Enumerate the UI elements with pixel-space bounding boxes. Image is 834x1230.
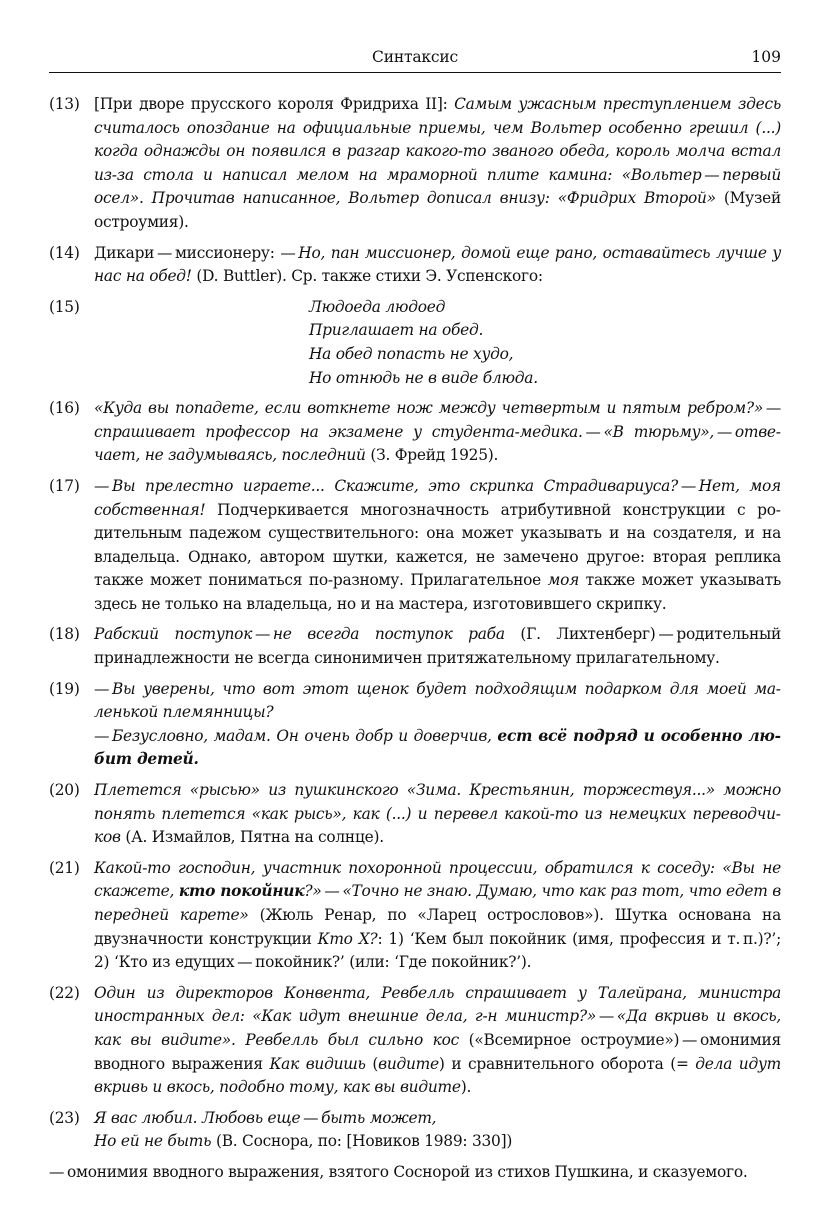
example-item <box>49 623 781 670</box>
example-item <box>49 475 781 617</box>
example-paragraph <box>94 779 781 850</box>
example-number: (16) <box>49 399 80 418</box>
example-paragraph <box>94 93 781 235</box>
example-number: (21) <box>49 858 80 877</box>
emphasized-text: кто покойник <box>178 882 305 901</box>
poem-line: На обед попасть не худо, <box>309 344 514 363</box>
italic-text: Кто X? <box>317 929 378 948</box>
italic-text: — Вы прелестно играете... Скажите, это скрипка Страдивариуса? — Нет, моя собственная! <box>94 476 781 519</box>
verse-line <box>94 1107 781 1131</box>
example-number: (23) <box>49 1108 80 1127</box>
example-paragraph <box>94 982 781 1100</box>
example-number: (22) <box>49 983 80 1002</box>
example-paragraph <box>94 397 781 468</box>
italic-text: — Вы уверены, что вот этот щенок будет подходящим подарком для моей маленькой племянницы? <box>94 679 781 722</box>
chapter-title: Синтаксис <box>372 48 458 66</box>
example-paragraph <box>94 857 781 975</box>
example-paragraph <box>94 242 781 289</box>
example-number: (15) <box>49 297 80 316</box>
text-run: Подчеркивается многозначность атрибутивной конструкции с родительным падежом существительного: она может указывать и на создателя, и на владельца. Однако, автором шутки, кажется, не замечено другое: вторая реплика также может пониматься по-разному. Прилагательное <box>94 500 781 590</box>
text-run: : 1) ‘Кем был покойник (имя, профессия и т. п.)?’; 2) ‘Кто из едущих — покойник?’ (или: ‘Где покойник?’). <box>94 929 782 972</box>
italic-text: Какой-то господин, участник похоронной процессии, обратился к соседу: «Вы не скажете, <box>94 858 781 901</box>
book-page <box>49 44 781 1200</box>
example-item <box>49 857 781 975</box>
example-number: (17) <box>49 476 80 495</box>
poem-line: Людоеда людоед <box>309 297 446 316</box>
example-number: (13) <box>49 95 80 113</box>
italic-text: моя <box>547 571 580 590</box>
example-number: (20) <box>49 781 80 800</box>
example-number: (19) <box>49 679 80 698</box>
italic-text: видите <box>378 1054 439 1073</box>
example-item <box>49 242 781 289</box>
italic-text: Один из директоров Конвента, Ревбелль спрашивает у Талейрана, министра иностранных дел: «Как идут внешние дела, г-н министр?» — «Да вкривь и вкось, как вы видите». Ревбелль был сильно кос <box>94 983 781 1049</box>
italic-text: «Куда вы попадете, если воткнете нож между четвертым и пятым ребром?» — спрашивает профессор на экзамене у студента-медика. — «В тюрьму», — отвечает, не задумываясь, последний <box>94 399 781 465</box>
header-rule <box>49 72 781 73</box>
example-item <box>49 678 781 772</box>
example-paragraph <box>94 678 781 725</box>
italic-text: Как видишь <box>269 1054 366 1073</box>
italic-text: Но ей не быть <box>94 1132 212 1151</box>
verse-line <box>94 1130 781 1154</box>
example-item <box>49 296 781 390</box>
text-run: также может указывать здесь не только на владельца, но и на мастера, изготовившего скрипку. <box>94 571 781 613</box>
example-item <box>49 397 781 468</box>
poem-line: Но отнюдь не в виде блюда. <box>309 368 538 387</box>
example-item <box>49 982 781 1100</box>
italic-text: Рабский поступок — не всегда поступок раба <box>94 625 505 644</box>
italic-text: ?» — «Точно не знаю. Думаю, что как раз тот, что едет в передней карете» <box>94 882 782 924</box>
verse-quote <box>94 1107 781 1154</box>
page-number: 109 <box>751 48 781 66</box>
italic-text: Плетется «рысью» из пушкинского «Зима. Крестьянин, торжествуя...» можно понять плетется «как рысь», как (...) и перевел какой-то из немецких переводчиков <box>94 781 781 847</box>
italic-text: Самым ужасным преступлением здесь считалось опоздание на официальные приемы, чем Вольтер особенно грешил (...) когда однажды он появился в разгар какого-то званого обеда, король молча встал из-за стола и написал мелом на мраморной плите камина: «Вольтер — первый осел». Прочитав написанное, Вольтер дописал внизу: «Фридрих Второй» <box>94 95 782 208</box>
example-number: (18) <box>49 625 80 644</box>
italic-text: — Но, пан миссионер, домой еще рано, оставайтесь лучше у нас на обед! <box>94 243 781 286</box>
text-run: ( <box>365 1054 379 1073</box>
text-run: (З. Фрейд 1925). <box>365 446 499 465</box>
poem <box>94 296 781 390</box>
example-item <box>49 93 781 235</box>
text-run: ) и сравнительного оборота (= <box>438 1054 696 1073</box>
closing-paragraph: — омонимия вводного выражения, взятого Соснорой из стихов Пушкина, и сказуемого. <box>49 1162 748 1181</box>
poem-line: Приглашает на обед. <box>309 321 484 340</box>
text-run: (В. Соснора, по: [Новиков 1989: 330]) <box>211 1132 513 1151</box>
text-run: (Жюль Ренар, по «Ларец острословов»). Шутка основана на двузначности конструкции <box>94 906 781 948</box>
running-head <box>49 44 781 70</box>
text-run: [При дворе прусского короля Фридриха II]: <box>94 95 455 113</box>
example-item <box>49 1107 781 1154</box>
text-run: Дикари — миссионеру: <box>94 243 281 262</box>
italic-text: Я вас любил. Любовь еще — быть может, <box>94 1108 437 1127</box>
italic-text: — Безусловно, мадам. Он очень добр и доверчив, <box>94 726 498 745</box>
example-paragraph <box>94 725 781 772</box>
example-paragraph <box>94 623 781 670</box>
example-paragraph <box>94 475 781 617</box>
example-item <box>49 779 781 850</box>
text-run: (Музей остроумия). <box>94 189 781 231</box>
text-run: (Г. Лихтенберг) — родительный принадлежности не всегда синонимичен притяжательному прилагательному. <box>94 625 781 668</box>
text-run: (А. Измайлов, Пятна на солнце). <box>120 828 384 847</box>
examples-list <box>49 93 781 1154</box>
text-run: («Всемирное остроумие») — омонимия вводного выражения <box>94 1030 781 1073</box>
emphasized-text: ест всё подряд и особенно любит детей. <box>94 726 781 769</box>
text-run: ). <box>460 1078 472 1097</box>
text-run: (D. Buttler). Ср. также стихи Э. Успенского: <box>191 267 543 286</box>
italic-text: дела идут вкривь и вкось, подобно тому, как вы видите <box>94 1054 781 1097</box>
example-number: (14) <box>49 243 80 262</box>
